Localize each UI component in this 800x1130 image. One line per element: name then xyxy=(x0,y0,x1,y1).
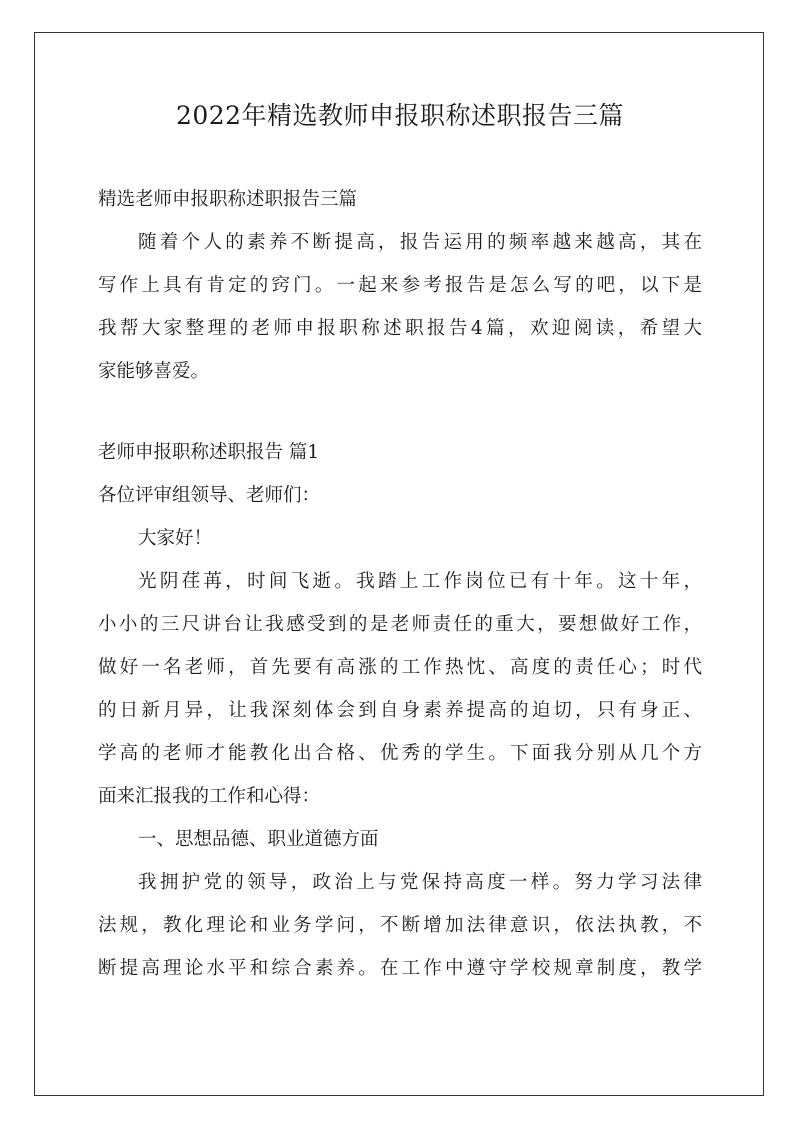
body-line: 学高的老师才能教化出合格、优秀的学生。下面我分别从几个方 xyxy=(98,743,702,764)
point-line: 我拥护党的领导，政治上与党保持高度一样。努力学习法律 xyxy=(138,872,702,893)
document-subtitle: 精选老师申报职称述职报告三篇 xyxy=(98,189,358,210)
body-line: 做好一名老师，首先要有高涨的工作热忱、高度的责任心；时代 xyxy=(98,657,702,678)
body-line: 面来汇报我的工作和心得： xyxy=(98,786,321,807)
point-heading: 一、思想品德、职业道德方面 xyxy=(138,829,379,850)
body-line: 光阴荏苒，时间飞逝。我踏上工作岗位已有十年。这十年， xyxy=(138,571,702,592)
body-line: 小小的三尺讲台让我感受到的是老师责任的重大，要想做好工作， xyxy=(98,614,702,635)
intro-line: 写作上具有肯定的窍门。一起来参考报告是怎么写的吧，以下是 xyxy=(98,275,702,296)
point-line: 断提高理论水平和综合素养。在工作中遵守学校规章制度，教学 xyxy=(98,958,702,979)
intro-line: 家能够喜爱。 xyxy=(98,361,210,382)
salutation: 各位评审组领导、老师们： xyxy=(98,485,321,506)
section-heading: 老师申报职称述职报告 篇1 xyxy=(98,442,320,463)
point-line: 法规，教化理论和业务学问，不断增加法律意识，依法执教，不 xyxy=(98,915,702,936)
intro-line: 随着个人的素养不断提高，报告运用的频率越来越高，其在 xyxy=(138,232,702,253)
intro-line: 我帮大家整理的老师申报职称述职报告4篇，欢迎阅读，希望大 xyxy=(98,318,702,339)
body-line: 的日新月异，让我深刻体会到自身素养提高的迫切，只有身正、 xyxy=(98,700,702,721)
greeting: 大家好！ xyxy=(138,528,213,549)
document-title: 2022年精选教师申报职称述职报告三篇 xyxy=(175,101,625,130)
